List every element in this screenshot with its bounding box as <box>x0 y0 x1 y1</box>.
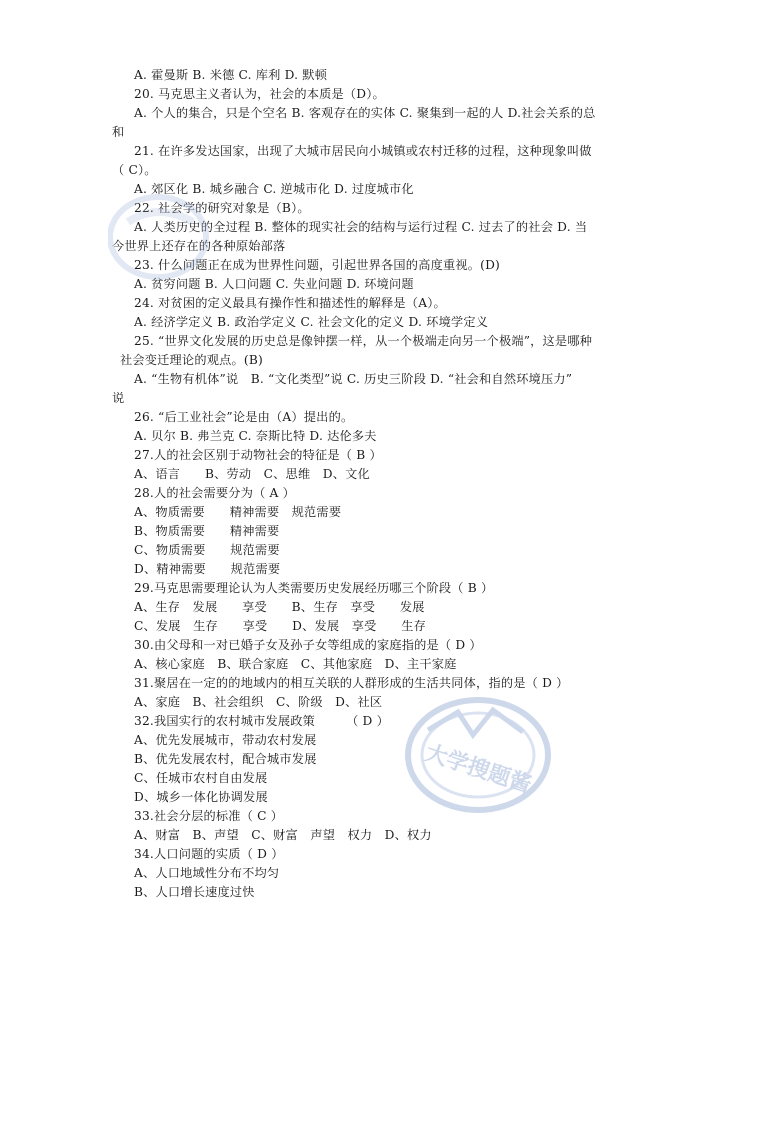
text-line: A. 霍曼斯 B. 米德 C. 库利 D. 默顿 <box>134 68 328 82</box>
text-line: 33.社会分层的标准（ C ） <box>134 809 284 823</box>
text-line: 和 <box>112 125 125 139</box>
text-line: 23. 什么问题正在成为世界性问题，引起世界各国的高度重视。(D) <box>134 258 501 272</box>
text-line: A. 人类历史的全过程 B. 整体的现实社会的结构与运行过程 C. 过去了的社会 D. 当 <box>134 220 588 234</box>
text-line: A、家庭 B、社会组织 C、阶级 D、社区 <box>134 695 383 709</box>
text-line: 20. 马克思主义者认为，社会的本质是（D）。 <box>134 87 385 101</box>
text-line: 34.人口问题的实质（ D ） <box>134 847 284 861</box>
text-line: 30.由父母和一对已婚子女及孙子女等组成的家庭指的是（ D ） <box>134 638 482 652</box>
text-line: A、核心家庭 B、联合家庭 C、其他家庭 D、主干家庭 <box>134 657 457 671</box>
text-line: D、城乡一体化协调发展 <box>134 790 268 804</box>
text-line: C、任城市农村自由发展 <box>134 771 268 785</box>
text-line: 26. “后工业社会”论是由（A）提出的。 <box>134 410 354 424</box>
watermark-text: 大学搜题酱 <box>421 740 535 799</box>
text-line: 31.聚居在一定的的地域内的相互关联的人群形成的生活共同体，指的是（ D ） <box>134 676 569 690</box>
text-line: 25. “世界文化发展的历史总是像钟摆一样，从一个极端走向另一个极端”，这是哪种 <box>134 334 593 348</box>
text-line: 说 <box>112 391 125 405</box>
text-line: B、人口增长速度过快 <box>134 885 255 899</box>
text-line: A、财富 B、声望 C、财富 声望 权力 D、权力 <box>134 828 432 842</box>
text-line: C、物质需要 规范需要 <box>134 543 280 557</box>
text-line: A. 贝尔 B. 弗兰克 C. 奈斯比特 D. 达伦多夫 <box>134 429 377 443</box>
text-line: A、生存 发展 享受 B、生存 享受 发展 <box>134 600 425 614</box>
text-line: （ C）。 <box>112 163 157 177</box>
text-line: A. 个人的集合，只是个空名 B. 客观存在的实体 C. 聚集到一起的人 D.社会关系的总 <box>134 106 596 120</box>
text-line: 社会变迁理论的观点。(B) <box>120 353 263 367</box>
text-line: A. 经济学定义 B. 政治学定义 C. 社会文化的定义 D. 环境学定义 <box>134 315 489 329</box>
text-line: A、语言 B、劳动 C、思维 D、文化 <box>134 467 370 481</box>
text-line: 24. 对贫困的定义最具有操作性和描述性的解释是（A）。 <box>134 296 446 310</box>
text-line: 今世界上还存在的各种原始部落 <box>112 239 286 253</box>
text-line: A、人口地域性分布不均匀 <box>134 866 280 880</box>
text-line: B、优先发展农村，配合城市发展 <box>134 752 317 766</box>
text-line: B、物质需要 精神需要 <box>134 524 280 538</box>
text-line: A. 贫穷问题 B. 人口问题 C. 失业问题 D. 环境问题 <box>134 277 414 291</box>
text-line: A、物质需要 精神需要 规范需要 <box>134 505 342 519</box>
document-body <box>112 66 632 902</box>
text-line: A. “生物有机体”说 B. “文化类型”说 C. 历史三阶段 D. “社会和自然环境压力” <box>134 372 573 386</box>
text-line: 27.人的社会区别于动物社会的特征是（ B ） <box>134 448 382 462</box>
text-line: A. 郊区化 B. 城乡融合 C. 逆城市化 D. 过度城市化 <box>134 182 414 196</box>
text-line: 32.我国实行的农村城市发展政策 （ D ） <box>134 714 389 728</box>
text-line: A、优先发展城市，带动农村发展 <box>134 733 317 747</box>
text-line: 21. 在许多发达国家，出现了大城市居民向小城镇或农村迁移的过程，这种现象叫做 <box>134 144 592 158</box>
text-line: 22. 社会学的研究对象是（B）。 <box>134 201 310 215</box>
text-line: 29.马克思需要理论认为人类需要历史发展经历哪三个阶段（ B ） <box>134 581 494 595</box>
text-line: 28.人的社会需要分为（ A ） <box>134 486 296 500</box>
text-line: C、发展 生存 享受 D、发展 享受 生存 <box>134 619 427 633</box>
text-line: D、精神需要 规范需要 <box>134 562 281 576</box>
